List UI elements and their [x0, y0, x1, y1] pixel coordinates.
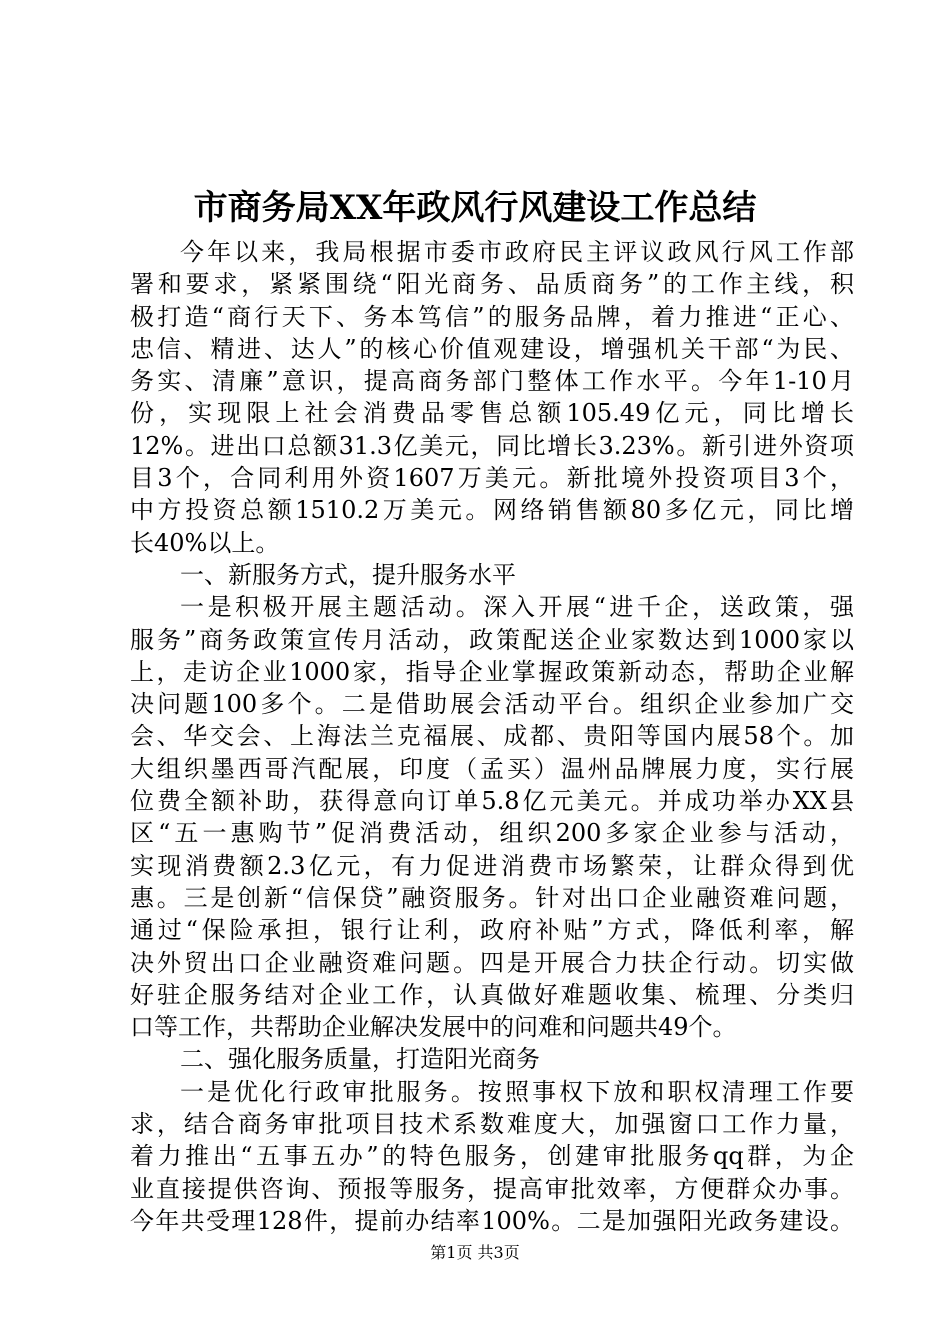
- body-text-line: 极打造“商行天下、务本笃信”的服务品牌，着力推进“正心、: [130, 302, 854, 331]
- body-text-line: 一是优化行政审批服务。按照事权下放和职权清理工作要: [180, 1077, 854, 1106]
- body-text-line: 通过“保险承担，银行让利，政府补贴”方式，降低利率，解: [130, 916, 854, 945]
- body-text-line: 中方投资总额1510.2万美元。网络销售额80多亿元，同比增: [130, 496, 854, 525]
- body-text-line: 决问题100多个。二是借助展会活动平台。组织企业参加广交: [130, 690, 854, 719]
- body-text-line: 惠。三是创新“信保贷”融资服务。针对出口企业融资难问题，: [130, 883, 854, 912]
- body-text-line: 一是积极开展主题活动。深入开展“进千企，送政策，强: [180, 593, 854, 622]
- body-text-line: 份，实现限上社会消费品零售总额105.49亿元，同比增长: [130, 399, 854, 428]
- body-text-line: 署和要求，紧紧围绕“阳光商务、品质商务”的工作主线，积: [130, 270, 854, 299]
- document-body: [130, 236, 854, 1237]
- body-text-line: 业直接提供咨询、预报等服务，提高审批效率，方便群众办事。: [130, 1174, 854, 1203]
- document-title: 市商务局XX年政风行风建设工作总结: [193, 188, 757, 228]
- body-text-line: 目3个，合同利用外资1607万美元。新批境外投资项目3个，: [130, 464, 854, 493]
- body-text-line: 好驻企服务结对企业工作，认真做好难题收集、梳理、分类归: [130, 980, 854, 1009]
- body-text-line: 着力推出“五事五办”的特色服务，创建审批服务qq群，为企: [130, 1142, 854, 1171]
- body-text-line: 12%。进出口总额31.3亿美元，同比增长3.23%。新引进外资项: [130, 431, 854, 460]
- body-text-line: 服务”商务政策宣传月活动，政策配送企业家数达到1000家以: [130, 625, 854, 654]
- body-text-line: 区“五一惠购节”促消费活动，组织200多家企业参与活动，: [130, 819, 854, 848]
- body-text-line: 实现消费额2.3亿元，有力促进消费市场繁荣，让群众得到优: [130, 851, 854, 880]
- body-text-line: 位费全额补助，获得意向订单5.8亿元美元。并成功举办XX县: [130, 787, 854, 816]
- body-text-line: 决外贸出口企业融资难问题。四是开展合力扶企行动。切实做: [130, 948, 854, 977]
- page-footer: 第1页 共3页: [430, 1243, 520, 1262]
- body-text-line: 今年共受理128件，提前办结率100%。二是加强阳光政务建设。: [130, 1206, 854, 1235]
- body-text-line: 大组织墨西哥汽配展，印度（孟买）温州品牌展力度，实行展: [130, 754, 854, 783]
- body-text-line: 口等工作，共帮助企业解决发展中的问难和问题共49个。: [130, 1013, 737, 1042]
- body-text-line: 上，走访企业1000家，指导企业掌握政策新动态，帮助企业解: [130, 657, 854, 686]
- body-text-line: 务实、清廉”意识，提高商务部门整体工作水平。今年1-10月: [130, 367, 854, 396]
- body-text-line: 今年以来，我局根据市委市政府民主评议政风行风工作部: [180, 238, 854, 266]
- body-text-line: 一、新服务方式，提升服务水平: [180, 560, 516, 589]
- body-text-line: 求，结合商务审批项目技术系数难度大，加强窗口工作力量，: [130, 1110, 854, 1139]
- body-text-line: 忠信、精进、达人”的核心价值观建设，增强机关干部“为民、: [130, 334, 854, 363]
- body-text-line: 长40%以上。: [130, 528, 280, 557]
- body-text-line: 二、强化服务质量，打造阳光商务: [180, 1045, 540, 1074]
- body-text-line: 会、华交会、上海法兰克福展、成都、贵阳等国内展58个。加: [130, 722, 854, 751]
